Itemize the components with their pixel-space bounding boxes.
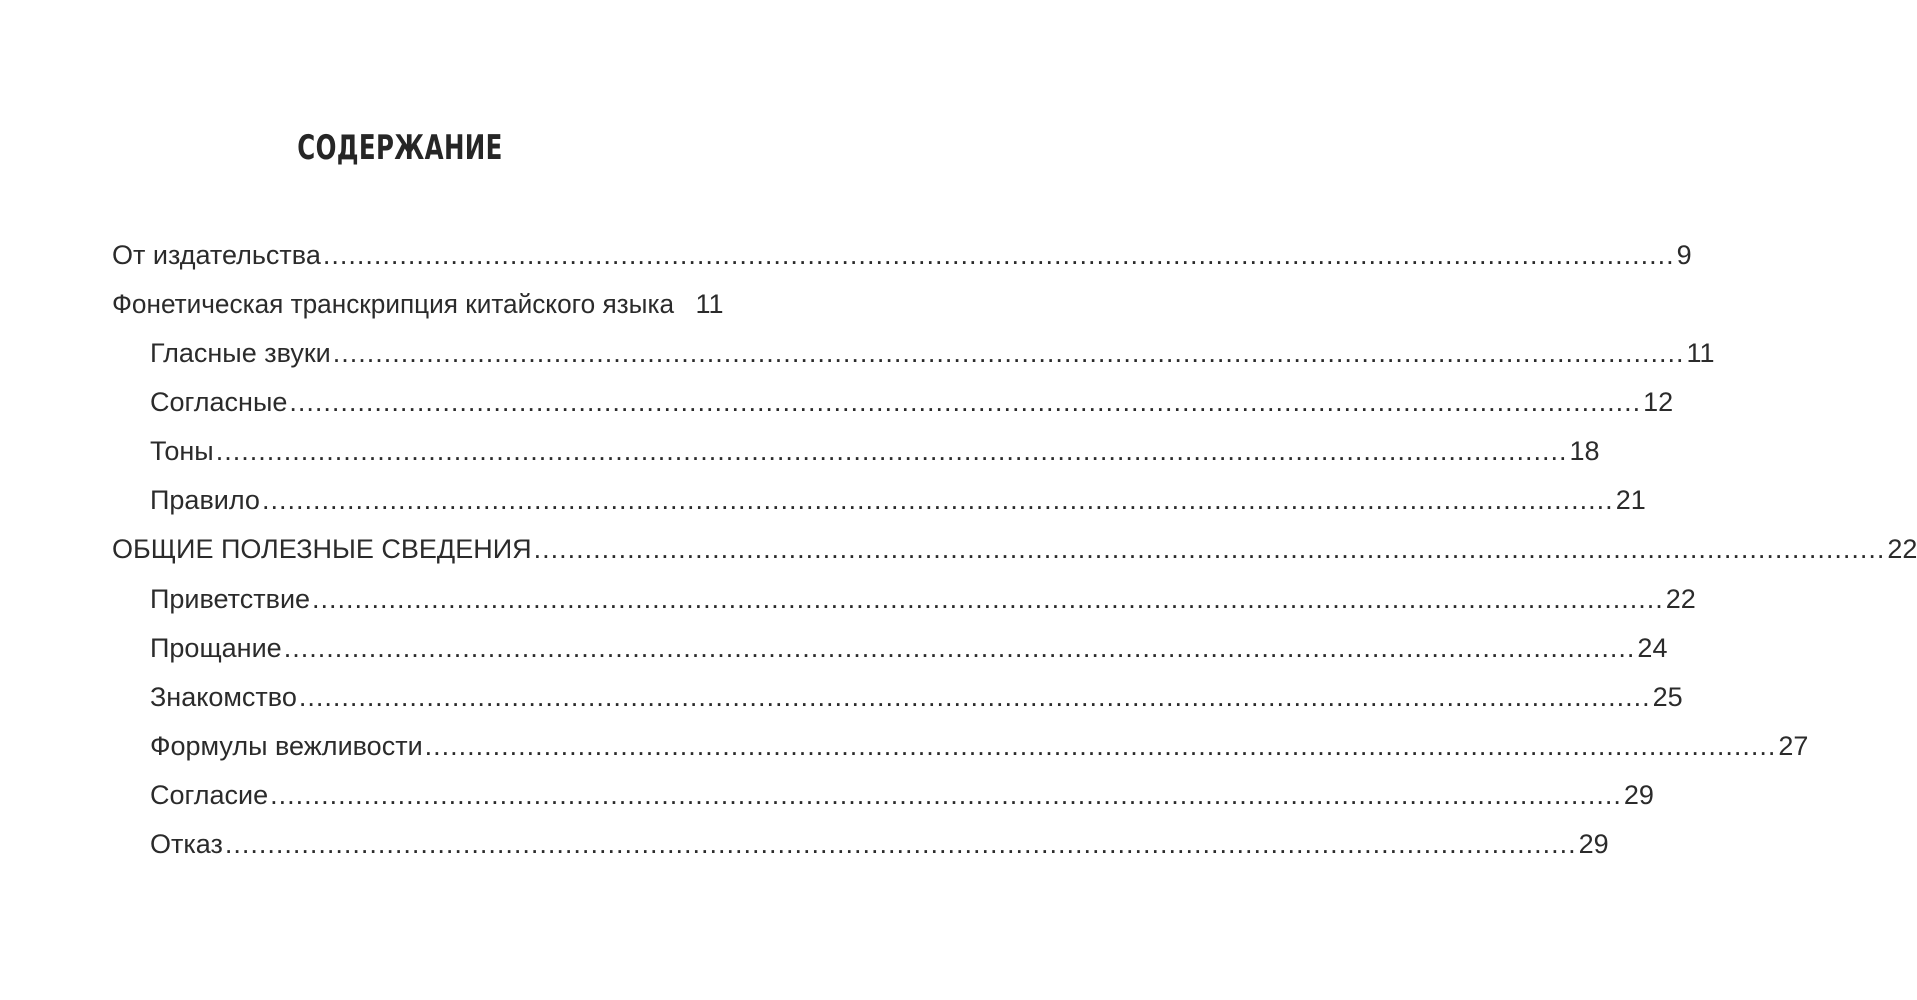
toc-leader-dots	[216, 431, 1568, 471]
toc-page-number: 12	[1643, 387, 1674, 417]
toc-entry-label: Фонетическая транскрипция китайского языка	[112, 289, 675, 319]
toc-entry-label: Согласие	[150, 780, 269, 810]
toc-entry	[112, 235, 1692, 275]
toc-entry	[150, 628, 1668, 668]
toc-entry	[150, 726, 1809, 766]
toc-entry	[150, 431, 1600, 471]
toc-entry-label: Прощание	[150, 633, 282, 663]
toc-entry	[150, 824, 1609, 864]
toc-entry-label: От издательства	[112, 240, 321, 270]
toc-leader-dots	[312, 579, 1664, 619]
toc-leader-dots	[225, 824, 1577, 864]
toc-entry-label: Правило	[150, 485, 260, 515]
toc-entry	[150, 775, 1654, 815]
toc-page-number: 29	[1578, 829, 1609, 859]
toc-entry-label: Приветствие	[150, 584, 311, 614]
toc-entry-label: Гласные звуки	[150, 338, 331, 368]
toc-leader-dots	[425, 726, 1777, 766]
toc-page-number: 11	[695, 289, 724, 319]
page-title: СОДЕРЖАНИЕ	[297, 128, 503, 168]
toc-page-number: 22	[1665, 584, 1696, 614]
toc-entry	[150, 480, 1646, 520]
toc-entry-label: Отказ	[150, 829, 223, 859]
toc-page-number: 22	[1887, 534, 1917, 564]
toc-leader-dots	[333, 333, 1685, 373]
toc-entry-label: Знакомство	[150, 682, 297, 712]
toc-page-number: 9	[1676, 240, 1692, 270]
toc-entry	[150, 333, 1715, 373]
toc-leader-dots	[299, 677, 1651, 717]
toc-leader-dots	[284, 628, 1636, 668]
toc-page-number: 27	[1778, 731, 1809, 761]
toc-page-number: 11	[1686, 338, 1715, 368]
toc-leader-dots	[289, 382, 1641, 422]
toc-leader-dots	[262, 480, 1614, 520]
toc-page-number: 25	[1652, 682, 1683, 712]
toc-entry-label: Тоны	[150, 436, 214, 466]
toc-entry	[150, 579, 1696, 619]
toc-page-number: 29	[1623, 780, 1654, 810]
toc-leader-dots	[534, 529, 1886, 569]
toc-entry-label: ОБЩИЕ ПОЛЕЗНЫЕ СВЕДЕНИЯ	[112, 534, 532, 564]
toc-page-number: 24	[1637, 633, 1668, 663]
toc-page-number: 21	[1615, 485, 1646, 515]
toc-entry	[112, 529, 1917, 569]
toc-entry	[150, 382, 1674, 422]
toc-entry-label: Формулы вежливости	[150, 731, 423, 761]
toc-leader-dots	[323, 235, 1675, 275]
toc-entry	[150, 677, 1683, 717]
toc-entry	[112, 284, 724, 324]
toc-leader-dots	[270, 775, 1622, 815]
toc-page-number: 18	[1569, 436, 1600, 466]
toc-entry-label: Согласные	[150, 387, 288, 417]
